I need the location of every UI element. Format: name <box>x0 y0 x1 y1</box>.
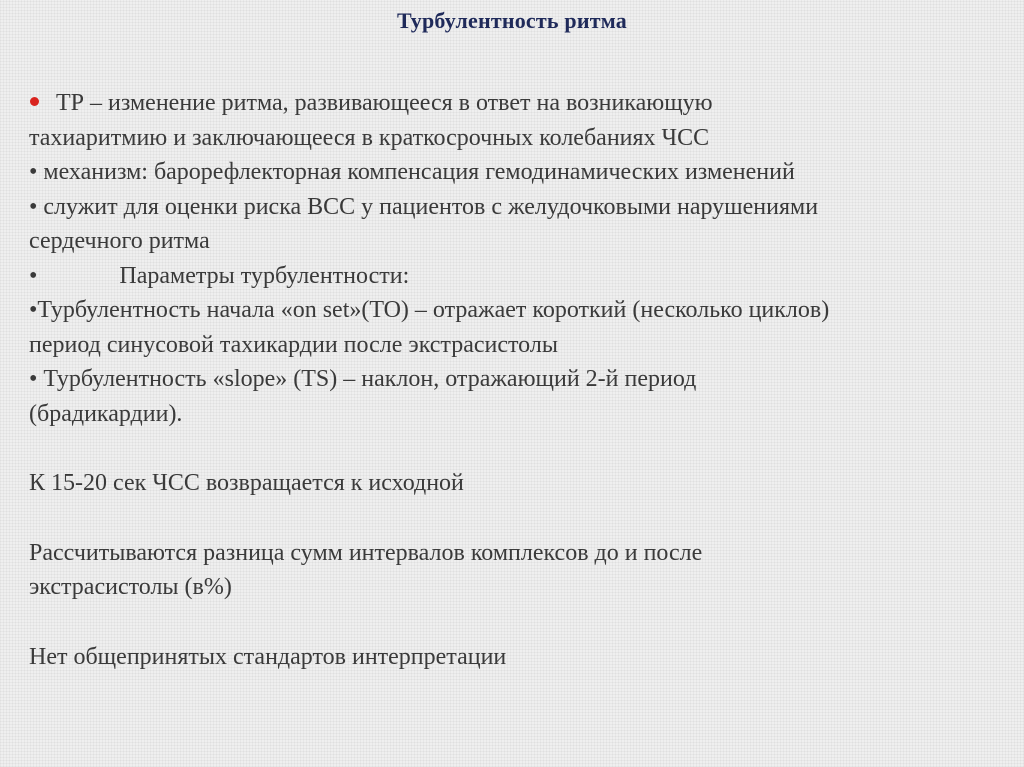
tr-definition-line-1 <box>29 86 999 121</box>
to-item-line-1: •Турбулентность начала «on set»(TO) – отражает короткий (несколько циклов) <box>29 297 830 323</box>
to-item-line-2: период синусовой тахикардии после экстрасистолы <box>29 331 558 358</box>
risk-item-line-2: сердечного ритма <box>29 228 210 254</box>
tr-definition-line-2: тахиаритмию и заключающееся в краткосрочных колебаниях ЧСС <box>29 124 710 151</box>
risk-item-line-1: • служит для оценки риска ВСС у пациентов с желудочковыми нарушениями <box>29 193 819 220</box>
ts-item-line-2: (брадикардии). <box>29 400 183 427</box>
red-bullet-icon <box>30 97 39 106</box>
parameters-label: Параметры турбулентности: <box>119 262 410 289</box>
slide-title: Турбулентность ритма <box>397 8 627 33</box>
parameters-bullet: • <box>29 262 38 289</box>
standards-note: Нет общепринятых стандартов интерпретации <box>29 643 507 670</box>
calculation-line-1: Рассчитываются разница сумм интервалов комплексов до и после <box>29 539 703 566</box>
mechanism-item: • механизм: барорефлекторная компенсация гемодинамических изменений <box>29 159 795 185</box>
parameters-heading <box>29 259 999 294</box>
tr-definition-text: ТР – изменение ритма, развивающееся в ответ на возникающую <box>56 90 713 116</box>
ts-item-line-1: • Турбулентность «slope» (TS) – наклон, отражающий 2-й период <box>29 366 697 392</box>
slide-body <box>29 86 999 674</box>
return-note: К 15-20 сек ЧСС возвращается к исходной <box>29 470 464 496</box>
calculation-line-2: экстрасистолы (в%) <box>29 574 232 600</box>
